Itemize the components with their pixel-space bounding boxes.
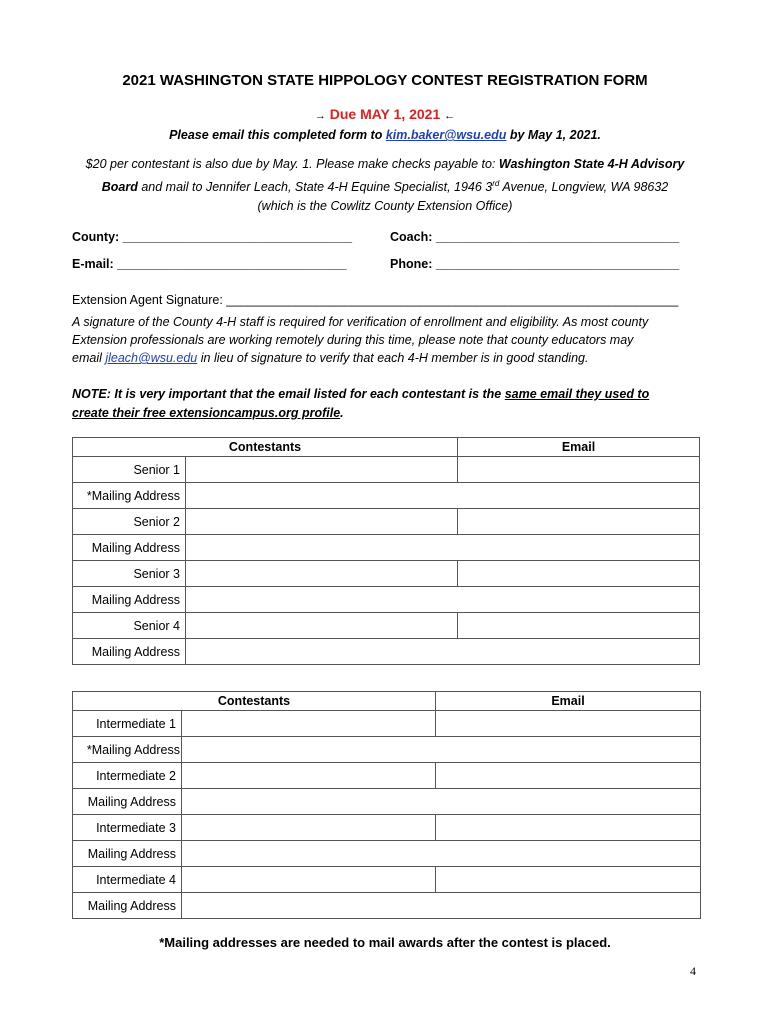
email-field[interactable]: E-mail: _________________________________ <box>72 257 347 271</box>
contestants-header: Contestants <box>73 692 436 711</box>
senior-registration-table <box>72 437 700 665</box>
row-label: *Mailing Address <box>73 483 186 509</box>
phone-field[interactable]: Phone: ___________________________________ <box>390 257 680 271</box>
table-row <box>73 815 701 841</box>
row-label: Senior 4 <box>73 613 186 639</box>
row-label: Intermediate 1 <box>73 711 182 737</box>
signature-note: A signature of the County 4-H staff is required for verification of enrollment and eligibility. As most county Extension professionals are working remotely during this time, please note that county educators may email jleach@wsu.edu in lieu of signature to verify that each 4-H member is in good standing. <box>72 315 649 365</box>
table-row <box>73 893 701 919</box>
table-row <box>73 613 700 639</box>
contestant-name-cell[interactable] <box>186 457 458 483</box>
due-date: Due MAY 1, 2021 <box>329 106 441 122</box>
jleach-email-link[interactable]: jleach@wsu.edu <box>105 351 198 365</box>
table-header-row <box>73 438 700 457</box>
mailing-address-cell[interactable] <box>182 893 701 919</box>
left-arrow-icon: ← <box>444 110 456 122</box>
row-label: Mailing Address <box>73 587 186 613</box>
contestant-name-cell[interactable] <box>182 815 436 841</box>
mailing-address-cell[interactable] <box>182 841 701 867</box>
mailing-address-cell[interactable] <box>186 483 700 509</box>
fee-instructions: $20 per contestant is also due by May. 1. Please make checks payable to: Washington State 4-H Advisory Board and mail to Jennifer Leach, State 4-H Equine Specialist, 1946 3rd Avenue, Longview, WA 98632 (which is the Cowlitz County Extension Office) <box>85 157 685 214</box>
row-label: Intermediate 4 <box>73 867 182 893</box>
important-note: NOTE: It is very important that the email listed for each contestant is the same email they used to create their free extensioncampus.org profile. <box>72 387 650 420</box>
table-row <box>73 561 700 587</box>
intermediate-registration-table <box>72 691 701 919</box>
contestant-name-cell[interactable] <box>186 613 458 639</box>
email-header: Email <box>458 438 700 457</box>
row-label: Mailing Address <box>73 789 182 815</box>
agent-signature-field[interactable]: Extension Agent Signature: _________________________________________________________________ <box>72 293 679 307</box>
contestant-name-cell[interactable] <box>182 763 436 789</box>
table-row <box>73 737 701 763</box>
due-date-line <box>0 106 770 122</box>
email-instruction: Please email this completed form to kim.baker@wsu.edu by May 1, 2021. <box>169 128 601 142</box>
contestant-name-cell[interactable] <box>182 711 436 737</box>
row-label: Mailing Address <box>73 639 186 665</box>
table-row <box>73 535 700 561</box>
row-label: Senior 1 <box>73 457 186 483</box>
page-title: 2021 WASHINGTON STATE HIPPOLOGY CONTEST REGISTRATION FORM <box>122 72 648 89</box>
contestant-email-cell[interactable] <box>458 457 700 483</box>
mailing-address-cell[interactable] <box>186 535 700 561</box>
table-row <box>73 639 700 665</box>
coach-field[interactable]: Coach: ___________________________________ <box>390 230 680 244</box>
table-row <box>73 509 700 535</box>
contestant-email-cell[interactable] <box>458 613 700 639</box>
contestant-email-cell[interactable] <box>436 711 701 737</box>
contestant-email-cell[interactable] <box>436 763 701 789</box>
page-number: 4 <box>690 964 696 978</box>
table-row <box>73 483 700 509</box>
right-arrow-icon: → <box>314 110 326 122</box>
mailing-address-cell[interactable] <box>182 737 701 763</box>
table-row <box>73 711 701 737</box>
mailing-address-cell[interactable] <box>186 639 700 665</box>
row-label: Intermediate 3 <box>73 815 182 841</box>
row-label: Mailing Address <box>73 535 186 561</box>
county-field[interactable]: County: _________________________________ <box>72 230 353 244</box>
row-label: *Mailing Address <box>73 737 182 763</box>
table-row <box>73 763 701 789</box>
table-row <box>73 457 700 483</box>
submission-email-link[interactable]: kim.baker@wsu.edu <box>385 128 507 142</box>
contestant-name-cell[interactable] <box>186 509 458 535</box>
table-row <box>73 789 701 815</box>
contestant-email-cell[interactable] <box>458 561 700 587</box>
contestant-email-cell[interactable] <box>436 867 701 893</box>
row-label: Senior 3 <box>73 561 186 587</box>
email-header: Email <box>436 692 701 711</box>
table-row <box>73 587 700 613</box>
contestants-header: Contestants <box>73 438 458 457</box>
mailing-footer-note: *Mailing addresses are needed to mail awards after the contest is placed. <box>159 935 611 950</box>
mailing-address-cell[interactable] <box>186 587 700 613</box>
table-row <box>73 867 701 893</box>
contestant-name-cell[interactable] <box>182 867 436 893</box>
contestant-email-cell[interactable] <box>436 815 701 841</box>
table-row <box>73 841 701 867</box>
row-label: Intermediate 2 <box>73 763 182 789</box>
row-label: Mailing Address <box>73 841 182 867</box>
contestant-email-cell[interactable] <box>458 509 700 535</box>
row-label: Senior 2 <box>73 509 186 535</box>
row-label: Mailing Address <box>73 893 182 919</box>
mailing-address-cell[interactable] <box>182 789 701 815</box>
table-header-row <box>73 692 701 711</box>
contestant-name-cell[interactable] <box>186 561 458 587</box>
